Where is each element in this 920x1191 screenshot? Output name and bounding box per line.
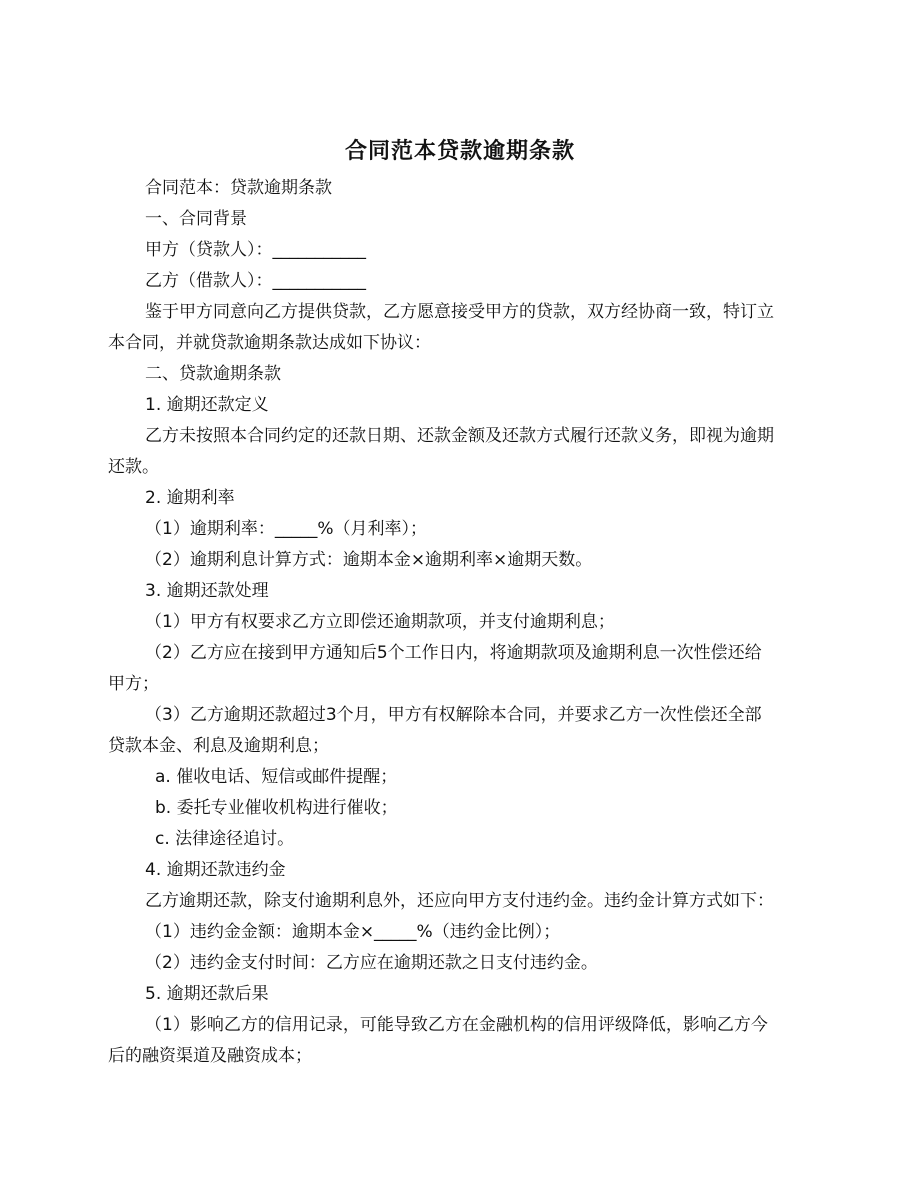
clause-heading: 1. 逾期还款定义 (145, 395, 269, 415)
document-line: （3）乙方逾期还款超过3个月，甲方有权解除本合同，并要求乙方一次性偿还全部 (145, 705, 762, 725)
clause-heading: 3. 逾期还款处理 (145, 581, 269, 601)
document-line: 合同范本：贷款逾期条款 (145, 178, 332, 198)
document-line: 乙方未按照本合同约定的还款日期、还款金额及还款方式履行还款义务，即视为逾期 (145, 426, 774, 446)
document-line: （1）甲方有权要求乙方立即偿还逾期款项，并支付逾期利息； (145, 612, 615, 632)
document-line: （2）违约金支付时间：乙方应在逾期还款之日支付违约金。 (145, 953, 598, 973)
document-line: 乙方（借款人）：___________ (145, 271, 366, 291)
document-line: （2）乙方应在接到甲方通知后5个工作日内，将逾期款项及逾期利息一次性偿还给 (145, 643, 762, 663)
document-line: 甲方； (108, 674, 159, 694)
document-line: 贷款本金、利息及逾期利息； (108, 736, 329, 756)
document-line: （1）违约金金额：逾期本金×_____%（违约金比例）； (145, 922, 561, 942)
clause-heading: 5. 逾期还款后果 (145, 984, 269, 1004)
clause-heading: 2. 逾期利率 (145, 488, 235, 508)
document-line: 鉴于甲方同意向乙方提供贷款，乙方愿意接受甲方的贷款，双方经协商一致，特订立 (145, 302, 774, 322)
section-heading: 一、合同背景 (145, 209, 247, 229)
list-item: a. 催收电话、短信或邮件提醒； (155, 767, 398, 787)
document-line: 乙方逾期还款，除支付逾期利息外，还应向甲方支付违约金。违约金计算方式如下： (145, 891, 774, 911)
document-line: 本合同，并就贷款逾期条款达成如下协议： (108, 333, 431, 353)
document-line: （1）影响乙方的信用记录，可能导致乙方在金融机构的信用评级降低，影响乙方今 (145, 1015, 768, 1035)
document-line: 甲方（贷款人）：___________ (145, 240, 366, 260)
section-heading: 二、贷款逾期条款 (145, 364, 281, 384)
document-line: 后的融资渠道及融资成本； (108, 1046, 312, 1066)
document-title: 合同范本贷款逾期条款 (344, 139, 575, 164)
list-item: c. 法律途径追讨。 (155, 829, 295, 849)
document-line: （2）逾期利息计算方式：逾期本金×逾期利率×逾期天数。 (145, 550, 593, 570)
document-line: （1）逾期利率：_____%（月利率）； (145, 519, 427, 539)
list-item: b. 委托专业催收机构进行催收； (155, 798, 398, 818)
clause-heading: 4. 逾期还款违约金 (145, 860, 286, 880)
document-line: 还款。 (108, 457, 159, 477)
